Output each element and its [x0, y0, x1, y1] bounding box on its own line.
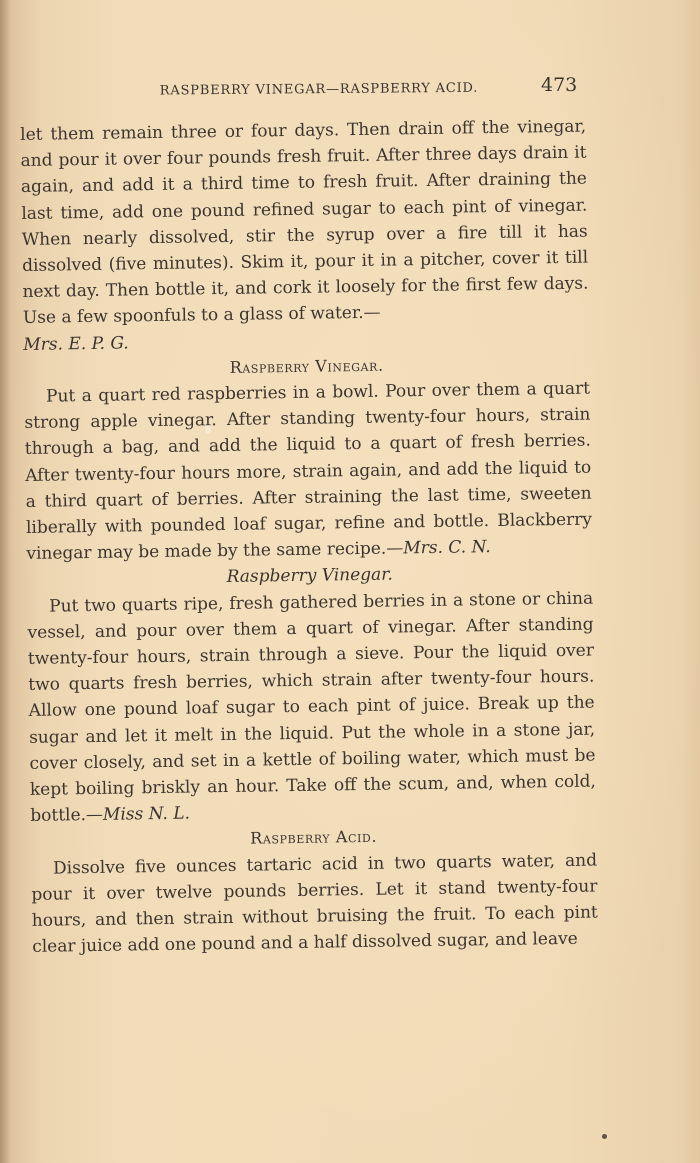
page-number: 473: [541, 74, 578, 96]
recipe-continuation: [20, 114, 589, 358]
recipe-heading: Raspberry Acid.: [250, 827, 378, 849]
attribution: Miss N. L.: [102, 803, 191, 826]
attribution: Mrs. E. P. G.: [23, 333, 129, 355]
paragraph-text: Put two quarts ripe, fresh gathered berries in a stone or china vessel, and pour over them a quart of vinegar. After standing twenty-four hours, strain through a sieve. Pour the liquid over two quarts fresh berries, which strain after twenty-four hours. Allow one pound loaf sugar to each pint of juice. Break up the sugar and let it melt in the liquid. Put the whole in a stone jar, cover closely, and set in a kettle of boiling water, which must be kept boiling briskly an hour. Take off the scum, and, when cold, bottle.—: [27, 588, 596, 827]
paragraph-text: let them remain three or four days. Then drain off the vinegar, and pour it over four pounds fresh fruit. After three days drain it again, and add it a third time to fresh fruit. After draining the last time, add one pound refined sugar to each pint of vinegar. When nearly dissolved, stir the syrup over a fire till it has dissolved (five minutes). Skim it, pour it in a pitcher, cover it till next day. Then bottle it, and cork it loosely for the first few days. Use a few spoonfuls to a glass of water.—: [20, 116, 589, 329]
recipe-paragraph: [31, 847, 598, 960]
attribution: Mrs. C. N.: [403, 537, 491, 559]
recipe-heading: Raspberry Vinegar.: [229, 355, 384, 377]
recipe-heading-italic: Raspberry Vinegar.: [226, 564, 394, 588]
paragraph-text: Put a quart red raspberries in a bowl. Pour over them a quart strong apple vinegar. After standing twenty-four hours, strain through a bag, and add the liquid to a quart of fresh berries. After twenty-four hours more, strain again, and add the liquid to a third quart of berries. After straining the last time, sweeten liberally with pounded loaf sugar, refine and bottle. Blackberry vinegar may be made by the same recipe.—: [24, 378, 593, 565]
binding-shadow: [0, 0, 10, 1163]
recipe-paragraph: [24, 376, 593, 568]
paragraph-text: Dissolve five ounces tartaric acid in two quarts water, and pour it over twelve pounds berries. Let it stand twenty-four hours, and then strain without bruising the fruit. To each pint clear juice add one pound and a half dissolved sugar, and leave: [31, 850, 598, 958]
recipe-paragraph: [27, 585, 596, 829]
page-body: [20, 114, 598, 961]
ink-speck: [602, 1134, 607, 1139]
running-head: RASPBERRY VINEGAR—RASPBERRY ACID.: [159, 80, 479, 99]
